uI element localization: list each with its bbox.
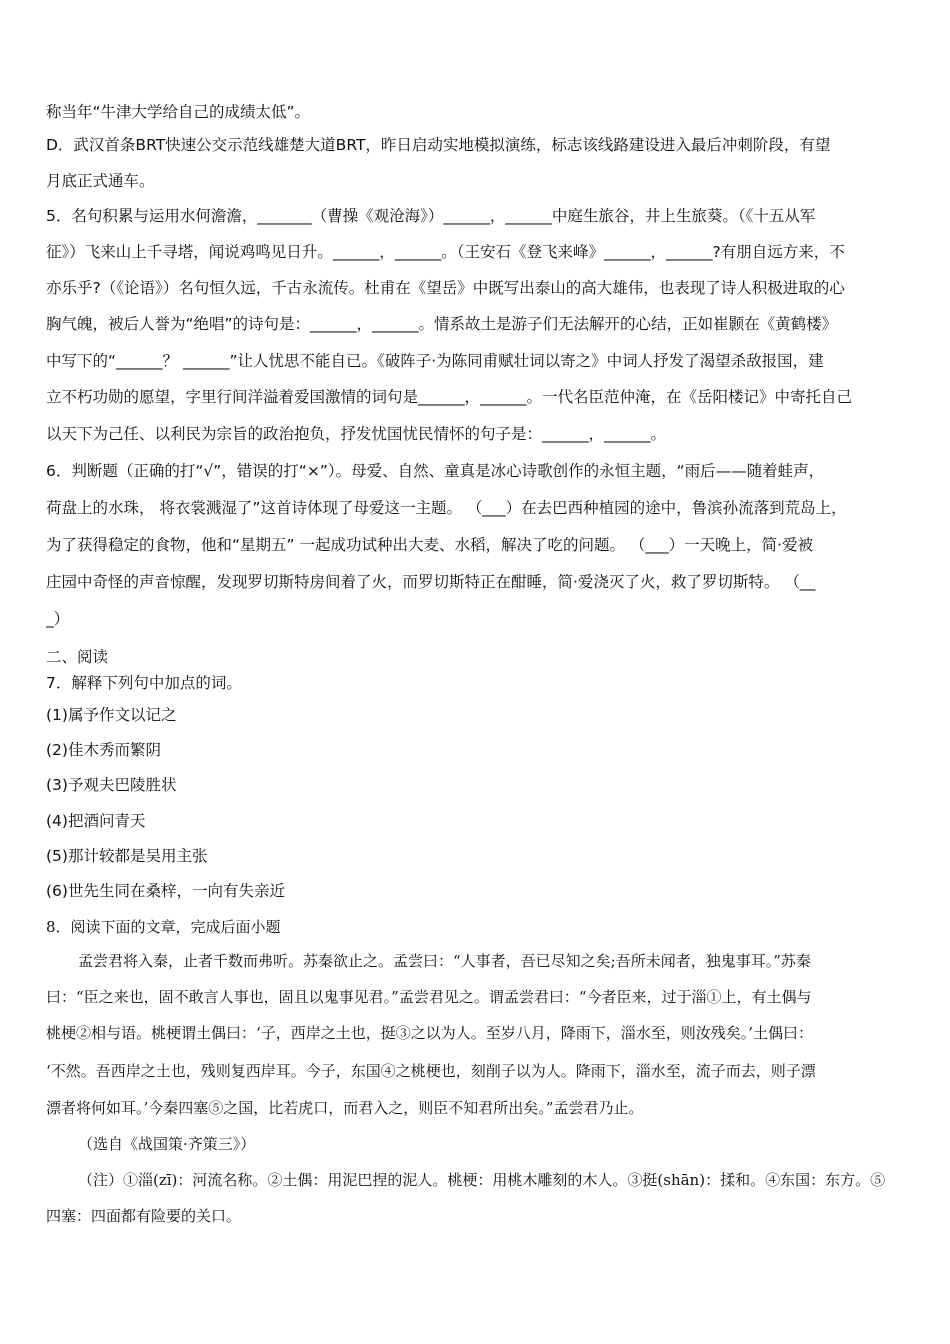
item-line: (1)属予作文以记之 xyxy=(46,706,177,724)
passage-line: ‘不然。吾西岸之土也，残则复西岸耳。今子，东国④之桃梗也，刻削子以为人。降雨下，淄水至，流子而去，则子漂 xyxy=(46,1062,816,1080)
passage-line: 桃梗②相与语。桃梗谓土偶曰：‘子，西岸之土也，挺③之以为人。至岁八月，降雨下，淄水至，则汝残矣。’土偶曰： xyxy=(46,1024,814,1042)
text-line: 庄园中奇怪的声音惊醒，发现罗切斯特房间着了火，而罗切斯特正在酣睡，简·爱浇灭了火，救了罗切斯特。 （__ xyxy=(46,573,816,591)
text-line: 中写下的“______？ ______”让人忧思不能自已。《破阵子·为陈同甫赋壮词以寄之》中词人抒发了渴望杀敌报国，建 xyxy=(46,352,824,370)
passage-line: 孟尝君将入秦，止者千数而弗听。苏秦欲止之。孟尝曰：“人事者，吾已尽知之矣;吾所未闻者，独鬼事耳。”苏秦 xyxy=(78,952,811,970)
item-line: (2)佳木秀而繁阴 xyxy=(46,741,161,759)
item-line: (5)那计较都是吴用主张 xyxy=(46,847,208,865)
text-line: 称当年“牛津大学给自己的成绩太低”。 xyxy=(46,103,311,121)
option-d-line: D．武汉首条BRT快速公交示范线雄楚大道BRT，昨日启动实地模拟演练，标志该线路建设进入最后冲刺阶段，有望 xyxy=(46,136,831,154)
passage-line: 漂者将何如耳。’今秦四塞⑤之国，比若虎口，而君入之，则臣不知君所出矣。”孟尝君乃止。 xyxy=(46,1099,644,1117)
item-line: (3)予观夫巴陵胜状 xyxy=(46,776,177,794)
notes-line: 四塞：四面都有险要的关口。 xyxy=(46,1207,242,1225)
text-line: _） xyxy=(46,610,70,628)
text-line: 征》）飞来山上千寻塔，闻说鸡鸣见日升。______，______。（王安石《登飞来峰》______，______?有朋自远方来，不 xyxy=(46,243,845,261)
text-line: 以天下为己任、以利民为宗旨的政治抱负，抒发忧国忧民情怀的句子是：______，______。 xyxy=(46,425,667,443)
text-line: 荷盘上的水珠， 将衣裳溅湿了”这首诗体现了母爱这一主题。 （___）在去巴西种植园的途中，鲁滨孙流落到荒岛上， xyxy=(46,499,847,517)
section-heading-reading: 二、阅读 xyxy=(46,648,109,666)
text-line: 胸气魄，被后人誉为“绝唱”的诗句是：______，______。情系故土是游子们无法解开的心结，正如崔颢在《黄鹤楼》 xyxy=(46,315,838,333)
text-line: 亦乐乎?（《论语》）名句恒久远，千古永流传。杜甫在《望岳》中既写出泰山的高大雄伟，也表现了诗人积极进取的心 xyxy=(46,279,845,297)
item-line: (6)世先生同在桑梓，一向有失亲近 xyxy=(46,882,285,900)
item-line: (4)把酒问青天 xyxy=(46,812,146,830)
question-5-line: 5．名句积累与运用水何澹澹，_______（曹操《观沧海》）______，______中庭生旅谷，井上生旅葵。（《十五从军 xyxy=(46,207,816,225)
question-8-line: 8．阅读下面的文章，完成后面小题 xyxy=(46,918,281,936)
text-line: 为了获得稳定的食物，他和“星期五” 一起成功试种出大麦、水稻，解决了吃的问题。 （___）一天晚上，简·爱被 xyxy=(46,536,814,554)
text-line: 立不朽功勋的愿望，字里行间洋溢着爱国激情的词句是______，______。一代名臣范仲淹，在《岳阳楼记》中寄托自己 xyxy=(46,388,853,406)
question-6-line: 6．判断题（正确的打“√”，错误的打“×”）。母爱、自然、童真是冰心诗歌创作的永恒主题，“雨后——随着蛙声， xyxy=(46,462,825,480)
question-7-line: 7．解释下列句中加点的词。 xyxy=(46,674,242,692)
source-line: （选自《战国策·齐策三》） xyxy=(78,1135,256,1153)
notes-line: （注）①淄(zī)：河流名称。②土偶：用泥巴捏的泥人。桃梗：用桃木雕刻的木人。③挺(shān)：揉和。④东国：东方。⑤ xyxy=(78,1171,886,1189)
text-line: 月底正式通车。 xyxy=(46,172,155,190)
passage-line: 曰：“臣之来也，固不敢言人事也，固且以鬼事见君。”孟尝君见之。谓孟尝君曰：“今者臣来，过于淄①上，有土偶与 xyxy=(46,988,812,1006)
